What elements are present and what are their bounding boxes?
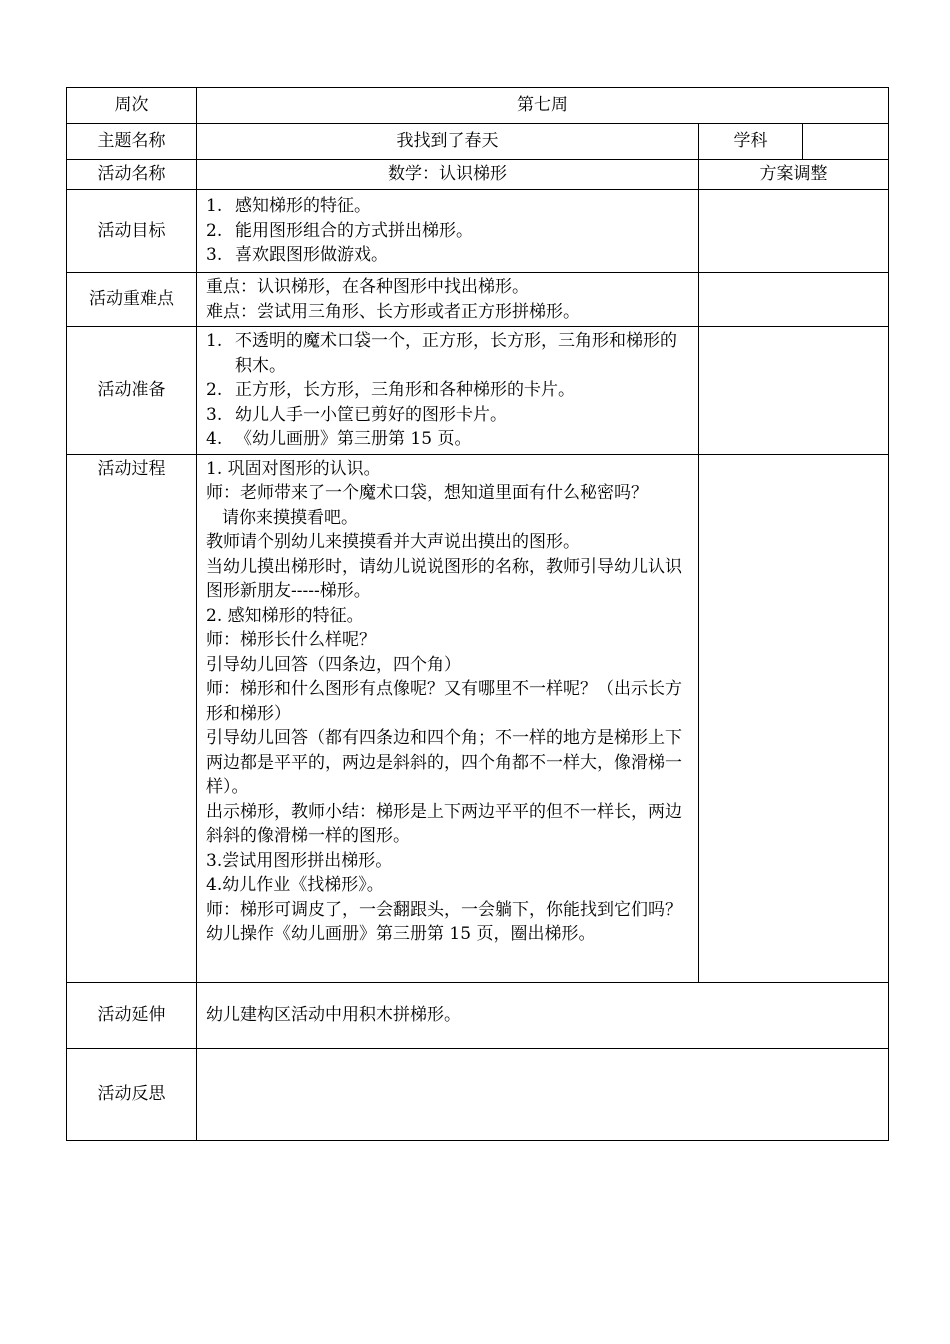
goal-item: 3. 喜欢跟图形做游戏。	[206, 245, 388, 266]
adjust-label: 方案调整	[699, 160, 889, 190]
activity-value: 数学：认识梯形	[197, 160, 699, 190]
process-line: 师：梯形可调皮了，一会翻跟头，一会躺下，你能找到它们吗？	[206, 899, 682, 920]
row-difficulty	[67, 273, 889, 327]
process-line: 师：梯形和什么图形有点像呢？又有哪里不一样呢？（出示长方形和梯形）	[206, 679, 682, 724]
goals-content	[197, 190, 699, 273]
row-prep	[67, 327, 889, 455]
row-goals	[67, 190, 889, 273]
process-line: 2. 感知梯形的特征。	[206, 605, 364, 626]
subject-label: 学科	[699, 124, 803, 160]
process-line: 教师请个别幼儿来摸摸看并大声说出摸出的图形。	[206, 532, 580, 552]
process-label: 活动过程	[67, 454, 197, 982]
goals-label: 活动目标	[67, 190, 197, 273]
row-activity	[67, 160, 889, 190]
process-content	[197, 454, 699, 982]
reflection-label: 活动反思	[67, 1048, 197, 1140]
process-line: 出示梯形，教师小结：梯形是上下两边平平的但不一样长，两边斜斜的像滑梯一样的图形。	[206, 801, 682, 846]
process-adjust	[699, 454, 889, 982]
row-week	[67, 88, 889, 124]
process-line: 引导幼儿回答（都有四条边和四个角；不一样的地方是梯形上下两边都是平平的，两边是斜斜的，四个角都不一样大，像滑梯一样）。	[206, 728, 682, 797]
prep-item: 1. 不透明的魔术口袋一个，正方形，长方形，三角形和梯形的积木。	[206, 331, 677, 376]
prep-label: 活动准备	[67, 327, 197, 455]
week-value: 第七周	[197, 88, 889, 124]
process-line: 1. 巩固对图形的认识。	[206, 458, 381, 479]
prep-item: 2. 正方形，长方形，三角形和各种梯形的卡片。	[206, 380, 575, 400]
goal-item: 2. 能用图形组合的方式拼出梯形。	[206, 220, 473, 241]
difficulty-adjust	[699, 273, 889, 327]
prep-content	[197, 327, 699, 455]
activity-label: 活动名称	[67, 160, 197, 190]
prep-item: 4. 《幼儿画册》第三册第 15 页。	[206, 429, 472, 449]
theme-label: 主题名称	[67, 124, 197, 160]
process-line: 师：梯形长什么样呢？	[206, 630, 376, 650]
process-line: 当幼儿摸出梯形时，请幼儿说说图形的名称，教师引导幼儿认识图形新朋友-----梯形。	[206, 556, 682, 601]
row-theme	[67, 124, 889, 160]
difficulty-content	[197, 273, 699, 327]
subject-value	[803, 124, 889, 160]
process-line: 4.幼儿作业《找梯形》。	[206, 875, 384, 895]
process-line: 3.尝试用图形拼出梯形。	[206, 850, 393, 871]
hard-point: 难点：尝试用三角形、长方形或者正方形拼梯形。	[206, 301, 580, 322]
process-line: 师：老师带来了一个魔术口袋，想知道里面有什么秘密吗？	[206, 483, 648, 503]
lesson-plan-table	[66, 87, 889, 1141]
process-line: 幼儿操作《幼儿画册》第三册第 15 页，圈出梯形。	[206, 924, 596, 944]
goals-adjust	[699, 190, 889, 273]
reflection-value	[197, 1048, 889, 1140]
goal-item: 1. 感知梯形的特征。	[206, 196, 371, 217]
prep-adjust	[699, 327, 889, 455]
key-point: 重点：认识梯形，在各种图形中找出梯形。	[206, 277, 529, 297]
extension-value: 幼儿建构区活动中用积木拼梯形。	[197, 982, 889, 1048]
process-line: 引导幼儿回答（四条边，四个角）	[206, 654, 461, 675]
week-label: 周次	[67, 88, 197, 124]
extension-label: 活动延伸	[67, 982, 197, 1048]
row-reflection	[67, 1048, 889, 1140]
row-extension	[67, 982, 889, 1048]
theme-value: 我找到了春天	[197, 124, 699, 160]
prep-item: 3. 幼儿人手一小筐已剪好的图形卡片。	[206, 404, 507, 425]
process-line: 请你来摸摸看吧。	[222, 507, 358, 528]
difficulty-label: 活动重难点	[67, 273, 197, 327]
row-process	[67, 454, 889, 982]
